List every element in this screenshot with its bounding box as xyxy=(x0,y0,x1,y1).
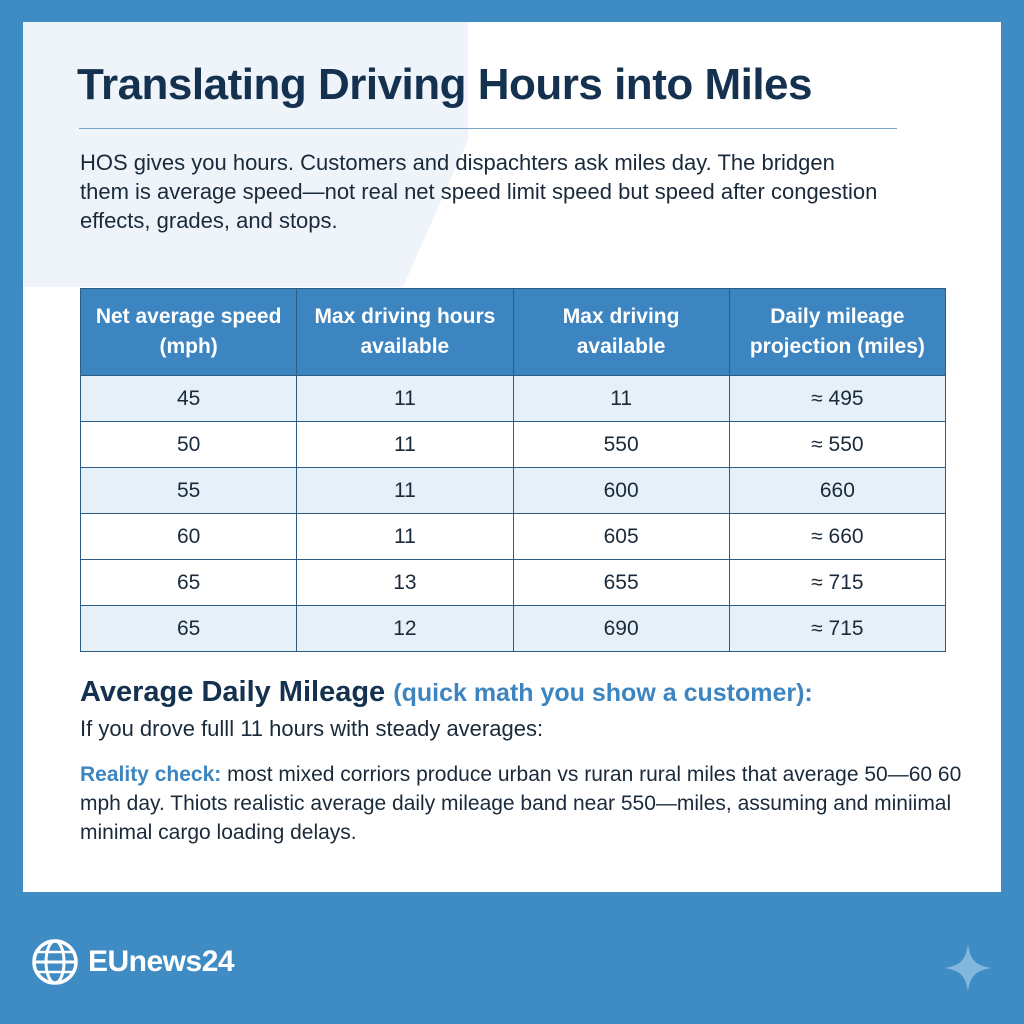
reality-check-text: most mixed corriors produce urban vs ruran rural miles that average 50—60 60 mph day. Thiots realistic average daily mileage band near 550—miles, assuming and miniimal minimal cargo loading delays. xyxy=(80,763,962,844)
cell-mileage: ≈ 495 xyxy=(729,376,945,422)
cell-driving: 655 xyxy=(513,560,729,606)
reality-check-label: Reality check: xyxy=(80,763,222,786)
section-heading-main: Average Daily Mileage xyxy=(80,676,386,708)
page-title: Translating Driving Hours into Miles xyxy=(77,60,812,109)
cell-mileage: 660 xyxy=(729,468,945,514)
cell-driving: 690 xyxy=(513,606,729,652)
section-heading xyxy=(80,676,813,709)
cell-driving: 600 xyxy=(513,468,729,514)
cell-driving: 605 xyxy=(513,514,729,560)
title-divider xyxy=(79,128,897,129)
header-net-speed: Net average speed (mph) xyxy=(81,289,297,376)
cell-speed: 65 xyxy=(81,560,297,606)
cell-speed: 45 xyxy=(81,376,297,422)
cell-hours: 11 xyxy=(297,422,513,468)
brand-name: EUnews24 xyxy=(88,945,235,978)
cell-speed: 60 xyxy=(81,514,297,560)
section-heading-subtitle: (quick math you show a customer): xyxy=(393,679,813,707)
reality-check-paragraph xyxy=(80,760,980,847)
table-row xyxy=(81,560,946,606)
globe-icon xyxy=(30,937,80,987)
cell-speed: 55 xyxy=(81,468,297,514)
header-max-driving: Max driving available xyxy=(513,289,729,376)
table-row xyxy=(81,376,946,422)
cell-hours: 11 xyxy=(297,468,513,514)
cell-driving: 550 xyxy=(513,422,729,468)
cell-mileage: ≈ 660 xyxy=(729,514,945,560)
cell-hours: 12 xyxy=(297,606,513,652)
cell-mileage: ≈ 715 xyxy=(729,560,945,606)
cell-hours: 11 xyxy=(297,514,513,560)
header-max-hours: Max driving hours available xyxy=(297,289,513,376)
table-row xyxy=(81,514,946,560)
table-row xyxy=(81,606,946,652)
header-daily-mileage: Daily mileage projection (miles) xyxy=(729,289,945,376)
cell-hours: 13 xyxy=(297,560,513,606)
section-description: If you drove fulll 11 hours with steady averages: xyxy=(80,716,544,741)
sparkle-icon xyxy=(940,940,996,996)
cell-mileage: ≈ 550 xyxy=(729,422,945,468)
intro-paragraph: HOS gives you hours. Customers and dispachters ask miles day. The bridgen them is average speed—not real net speed limit speed but speed after congestion effects, grades, and stops. xyxy=(80,150,878,233)
cell-mileage: ≈ 715 xyxy=(729,606,945,652)
cell-hours: 11 xyxy=(297,376,513,422)
table-row xyxy=(81,422,946,468)
content-card xyxy=(23,22,1001,892)
table-header-row xyxy=(81,289,946,376)
footer-brand xyxy=(30,936,234,988)
mileage-table xyxy=(80,288,946,652)
cell-speed: 50 xyxy=(81,422,297,468)
table-row xyxy=(81,468,946,514)
cell-driving: 11 xyxy=(513,376,729,422)
mileage-table-container xyxy=(80,288,946,652)
cell-speed: 65 xyxy=(81,606,297,652)
